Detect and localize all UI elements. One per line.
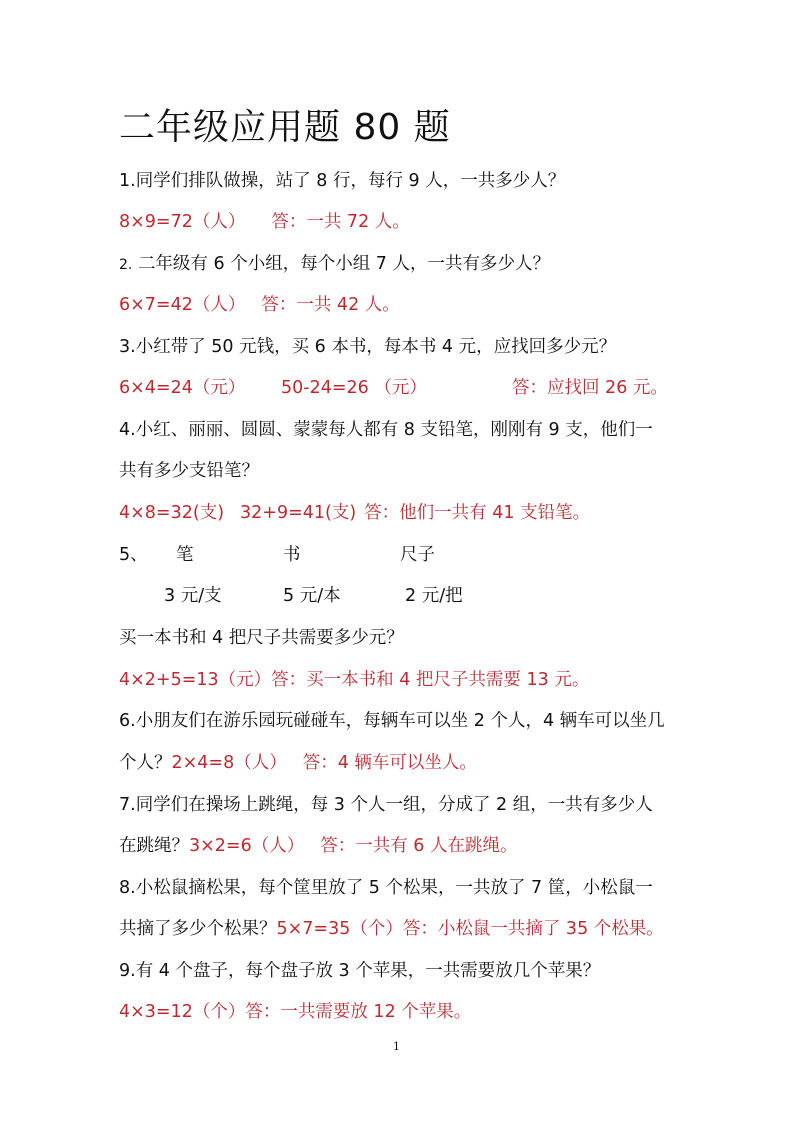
- equation-7: 3×2=6（人）: [189, 836, 305, 856]
- item-pen: 笔: [176, 545, 194, 565]
- answer-text-7: 答：一共有 6 人在跳绳。: [320, 836, 518, 856]
- question-2-number: 2.: [119, 257, 133, 273]
- equation-4a: 4×8=32(支): [119, 503, 225, 523]
- equation-3a: 6×4=24（元）: [119, 378, 246, 398]
- item-book: 书: [283, 545, 301, 565]
- answer-1: [119, 209, 410, 235]
- answer-text-3: 答：应找回 26 元。: [512, 378, 668, 398]
- answer-9: [119, 999, 471, 1025]
- question-9: 9.有 4 个盘子，每个盘子放 3 个苹果，一共需要放几个苹果？: [119, 961, 601, 981]
- price-pen: 3 元/支: [164, 586, 222, 606]
- question-6-line-2: [119, 750, 477, 776]
- answer-4: [119, 500, 590, 526]
- equation-1: 8×9=72（人）: [119, 212, 246, 232]
- question-6-text: 个人？: [119, 753, 172, 773]
- answer-text-2: 答：一共 42 人。: [261, 295, 400, 315]
- question-2-text: 二年级有 6 个小组，每个小组 7 人，一共有多少人？: [137, 254, 550, 274]
- question-2: [119, 251, 550, 278]
- question-5-number: 5、: [119, 545, 148, 565]
- price-ruler: 2 元/把: [405, 586, 463, 606]
- question-8-line-2: [119, 916, 664, 942]
- answer-text-1: 答：一共 72 人。: [271, 212, 410, 232]
- answer-text-8: 答：小松鼠一共摘了 35 个松果。: [402, 919, 664, 939]
- question-7-line-2: [119, 833, 518, 859]
- equation-8: 5×7=35（个）: [276, 919, 403, 939]
- page-number: 1: [393, 1040, 400, 1053]
- answer-text-5: 答：买一本书和 4 把尺子共需要 13 元。: [271, 670, 590, 690]
- equation-2: 6×7=42（人）: [119, 295, 246, 315]
- price-book: 5 元/本: [283, 586, 341, 606]
- page-title: 二年级应用题 80 题: [119, 107, 451, 148]
- equation-6: 2×4=8（人）: [171, 753, 287, 773]
- equation-3b: 50-24=26 （元）: [281, 378, 427, 398]
- question-3: 3.小红带了 50 元钱，买 6 本书，每本书 4 元，应找回多少元？: [119, 337, 617, 357]
- question-6-line-1: 6.小朋友们在游乐园玩碰碰车，每辆车可以坐 2 个人，4 辆车可以坐几: [119, 711, 665, 731]
- item-ruler: 尺子: [400, 545, 435, 565]
- question-4-line-1: 4.小红、丽丽、圆圆、蒙蒙每人都有 8 支铅笔，刚刚有 9 支，他们一: [119, 420, 653, 440]
- equation-5: 4×2+5=13（元）: [119, 670, 272, 690]
- answer-text-6: 答：4 辆车可以坐人。: [302, 753, 477, 773]
- question-5: 买一本书和 4 把尺子共需要多少元？: [119, 628, 404, 648]
- answer-2: [119, 292, 400, 318]
- question-1: 1.同学们排队做操，站了 8 行，每行 9 人，一共多少人？: [119, 171, 566, 191]
- question-4-line-2: 共有多少支铅笔？: [119, 461, 259, 481]
- question-7-line-1: 7.同学们在操场上跳绳，每 3 个人一组，分成了 2 组，一共有多少人: [119, 795, 653, 815]
- equation-9: 4×3=12（个）: [119, 1002, 246, 1022]
- question-8-line-1: 8.小松鼠摘松果，每个筐里放了 5 个松果，一共放了 7 筐，小松鼠一: [119, 878, 653, 898]
- equation-4b: 32+9=41(支): [240, 503, 357, 523]
- answer-text-4: 答：他们一共有 41 支铅笔。: [364, 503, 591, 523]
- answer-text-9: 答：一共需要放 12 个苹果。: [245, 1002, 472, 1022]
- question-8-text: 共摘了多少个松果？: [119, 919, 277, 939]
- question-7-text: 在跳绳？: [119, 836, 189, 856]
- answer-5: [119, 667, 589, 693]
